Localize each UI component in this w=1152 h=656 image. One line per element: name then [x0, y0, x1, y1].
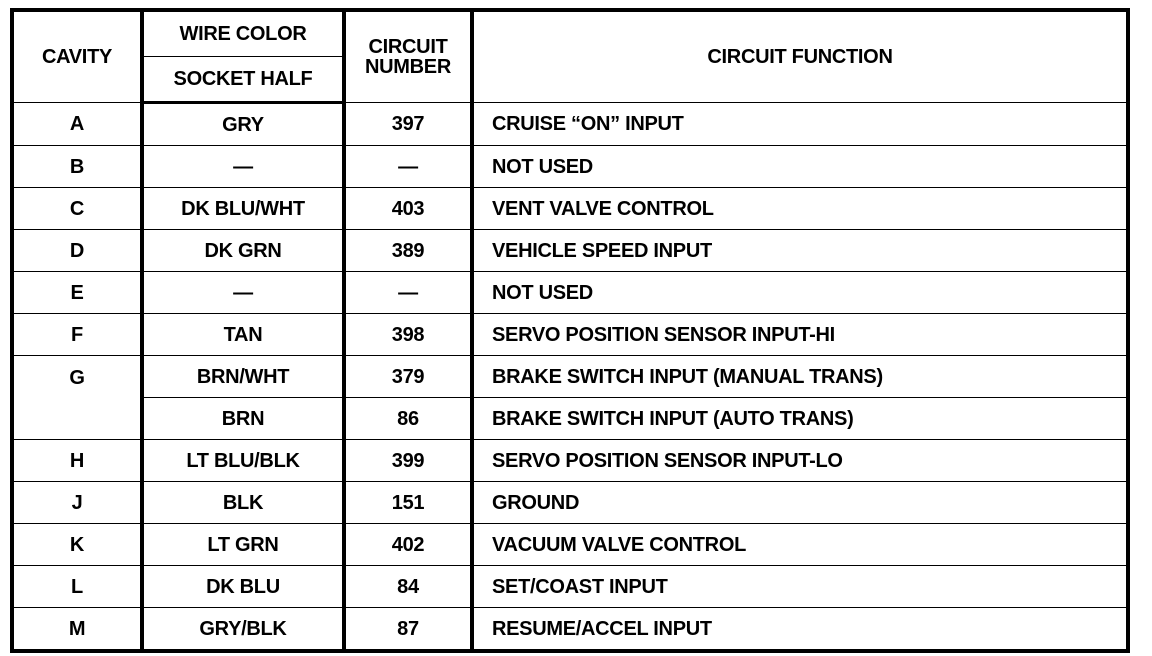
- cell-circuit-number: 86: [344, 398, 472, 440]
- cell-circuit-function: NOT USED: [472, 272, 1128, 314]
- table-row: [12, 440, 1128, 482]
- header-socket-half: SOCKET HALF: [142, 57, 344, 103]
- table-row: [12, 146, 1128, 188]
- table-row: [12, 398, 1128, 440]
- cell-wire-color: BRN/WHT: [142, 356, 344, 398]
- cell-circuit-number: —: [344, 272, 472, 314]
- cell-circuit-number: 389: [344, 230, 472, 272]
- cell-circuit-function: VEHICLE SPEED INPUT: [472, 230, 1128, 272]
- cell-cavity: F: [12, 314, 142, 356]
- cell-cavity: K: [12, 524, 142, 566]
- cell-circuit-function: CRUISE “ON” INPUT: [472, 103, 1128, 146]
- cell-circuit-function: VENT VALVE CONTROL: [472, 188, 1128, 230]
- cell-circuit-number: 397: [344, 103, 472, 146]
- table-row: [12, 482, 1128, 524]
- cell-circuit-number: 84: [344, 566, 472, 608]
- cell-wire-color: LT GRN: [142, 524, 344, 566]
- cell-cavity: G: [12, 356, 142, 440]
- header-cavity: CAVITY: [12, 10, 142, 103]
- cell-circuit-number: —: [344, 146, 472, 188]
- table-row: [12, 356, 1128, 398]
- cell-circuit-function: VACUUM VALVE CONTROL: [472, 524, 1128, 566]
- cell-wire-color: BRN: [142, 398, 344, 440]
- cell-wire-color: TAN: [142, 314, 344, 356]
- table-body: [12, 103, 1128, 652]
- cell-circuit-number: 379: [344, 356, 472, 398]
- cell-wire-color: —: [142, 272, 344, 314]
- connector-pinout-table: [10, 8, 1130, 653]
- table-row: [12, 314, 1128, 356]
- cell-circuit-number: 403: [344, 188, 472, 230]
- cell-circuit-number: 402: [344, 524, 472, 566]
- cell-wire-color: DK BLU: [142, 566, 344, 608]
- cell-wire-color: GRY/BLK: [142, 608, 344, 652]
- cell-cavity: A: [12, 103, 142, 146]
- header-circuit-function: CIRCUIT FUNCTION: [472, 10, 1128, 103]
- cell-circuit-function: BRAKE SWITCH INPUT (AUTO TRANS): [472, 398, 1128, 440]
- cell-circuit-function: NOT USED: [472, 146, 1128, 188]
- cell-circuit-number: 151: [344, 482, 472, 524]
- cell-cavity: E: [12, 272, 142, 314]
- cell-cavity: C: [12, 188, 142, 230]
- cell-circuit-number: 398: [344, 314, 472, 356]
- table-row: [12, 566, 1128, 608]
- cell-wire-color: DK BLU/WHT: [142, 188, 344, 230]
- cell-cavity: M: [12, 608, 142, 652]
- cell-cavity: L: [12, 566, 142, 608]
- cell-wire-color: BLK: [142, 482, 344, 524]
- table-row: [12, 608, 1128, 652]
- cell-circuit-function: RESUME/ACCEL INPUT: [472, 608, 1128, 652]
- cell-circuit-function: SERVO POSITION SENSOR INPUT-LO: [472, 440, 1128, 482]
- cell-circuit-function: SERVO POSITION SENSOR INPUT-HI: [472, 314, 1128, 356]
- cell-circuit-function: SET/COAST INPUT: [472, 566, 1128, 608]
- header-wire-color: WIRE COLOR: [142, 10, 344, 57]
- cell-cavity: B: [12, 146, 142, 188]
- table-row: [12, 230, 1128, 272]
- cell-cavity: D: [12, 230, 142, 272]
- header-circuit-number: CIRCUIT NUMBER: [344, 10, 472, 103]
- cell-wire-color: DK GRN: [142, 230, 344, 272]
- cell-circuit-number: 399: [344, 440, 472, 482]
- cell-circuit-number: 87: [344, 608, 472, 652]
- cell-wire-color: LT BLU/BLK: [142, 440, 344, 482]
- table-row: [12, 272, 1128, 314]
- cell-cavity: H: [12, 440, 142, 482]
- table-row: [12, 103, 1128, 146]
- cell-cavity: J: [12, 482, 142, 524]
- cell-wire-color: —: [142, 146, 344, 188]
- table-row: [12, 524, 1128, 566]
- table-row: [12, 188, 1128, 230]
- cell-circuit-function: BRAKE SWITCH INPUT (MANUAL TRANS): [472, 356, 1128, 398]
- cell-wire-color: GRY: [142, 103, 344, 146]
- cell-circuit-function: GROUND: [472, 482, 1128, 524]
